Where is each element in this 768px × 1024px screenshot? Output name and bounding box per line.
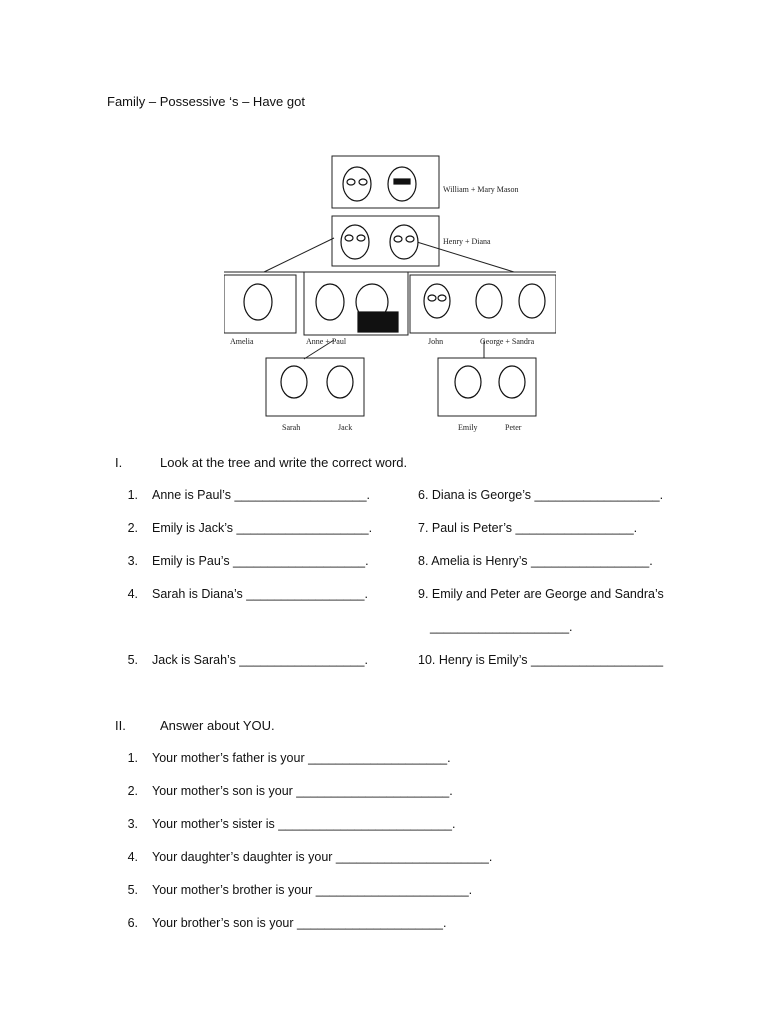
caption-amelia: Amelia <box>230 337 254 346</box>
answer-item: Your daughter’s daughter is your ______________________. <box>152 850 493 864</box>
caption-peter: Peter <box>505 423 522 432</box>
page-title: Family – Possessive ‘s – Have got <box>107 94 305 109</box>
list-item-number: 5. <box>127 653 138 667</box>
exercise-item: 10. Henry is Emily’s ___________________ <box>418 653 664 667</box>
answer-item: Your mother’s sister is _________________________. <box>152 817 456 831</box>
exercise-item: 7. Paul is Peter’s _________________. <box>418 521 638 535</box>
list-item-number: 1. <box>127 751 138 765</box>
list-item-number: 2. <box>127 521 138 535</box>
answer-item: Your mother’s son is your ______________________. <box>152 784 453 798</box>
caption-john: John <box>428 337 444 346</box>
list-item-number: 6. <box>127 916 138 930</box>
answer-item: Your mother’s father is your ____________________. <box>152 751 451 765</box>
caption-anne-paul: Anne + Paul <box>306 337 347 346</box>
caption-emily: Emily <box>458 423 478 432</box>
list-item-number: 3. <box>127 554 138 568</box>
exercise-item: Jack is Sarah’s __________________. <box>152 653 368 667</box>
exercise-item: Sarah is Diana’s _________________. <box>152 587 368 601</box>
caption-jack: Jack <box>338 423 353 432</box>
caption-grandparents: William + Mary Mason <box>443 185 519 194</box>
exercise-item: Emily is Pau’s ___________________. <box>152 554 369 568</box>
exercise-item: Emily is Jack’s ___________________. <box>152 521 373 535</box>
answer-item: Your mother’s brother is your ______________________. <box>152 883 473 897</box>
list-item-number: 4. <box>127 587 138 601</box>
list-item-number: 1. <box>127 488 138 502</box>
answer-item: Your brother’s son is your _____________________. <box>152 916 447 930</box>
family-tree-illustration <box>224 154 556 438</box>
exercise-item-blank: ____________________. <box>430 620 573 634</box>
section-1-heading: Look at the tree and write the correct word. <box>160 455 408 470</box>
list-item-number: 4. <box>127 850 138 864</box>
exercise-item: Anne is Paul’s ___________________. <box>152 488 371 502</box>
list-item-number: 3. <box>127 817 138 831</box>
exercise-item: 8. Amelia is Henry’s _________________. <box>418 554 653 568</box>
exercise-item: 9. Emily and Peter are George and Sandra’s <box>418 587 664 601</box>
section-2-heading: Answer about YOU. <box>160 718 275 733</box>
section-1-numeral: I. <box>115 455 123 470</box>
exercise-item: 6. Diana is George’s __________________. <box>418 488 664 502</box>
caption-george-sandra: George + Sandra <box>480 337 535 346</box>
list-item-number: 5. <box>127 883 138 897</box>
list-item-number: 2. <box>127 784 138 798</box>
caption-sarah: Sarah <box>282 423 301 432</box>
section-2-numeral: II. <box>115 718 126 733</box>
caption-parents: Henry + Diana <box>443 237 491 246</box>
